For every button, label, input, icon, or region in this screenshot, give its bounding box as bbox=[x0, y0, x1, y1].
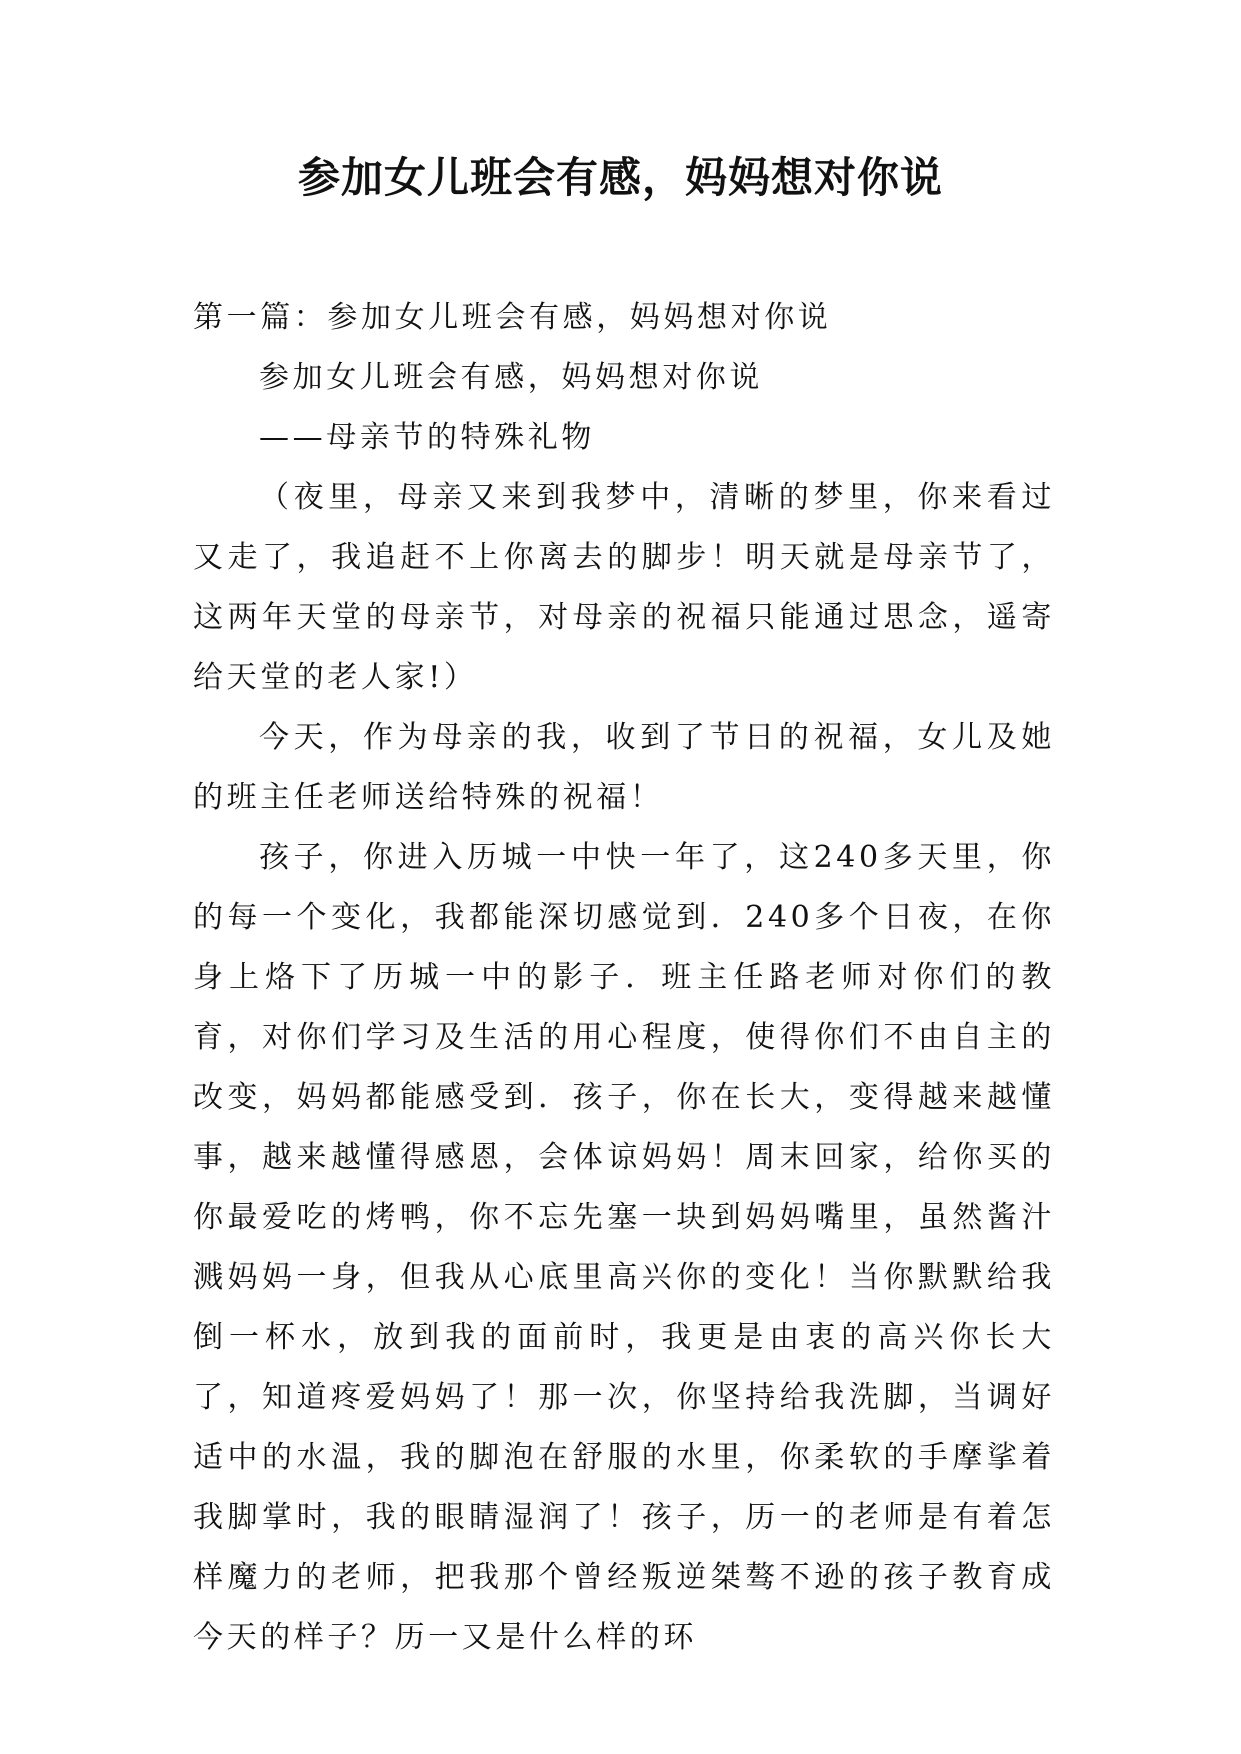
paragraph: （夜里，母亲又来到我梦中，清晰的梦里，你来看过又走了，我追赶不上你离去的脚步！明天就是母亲节了，这两年天堂的母亲节，对母亲的祝福只能通过思念，遥寄给天堂的老人家!） bbox=[193, 480, 1055, 695]
document-title: 参加女儿班会有感，妈妈想对你说 bbox=[297, 153, 943, 202]
document-body bbox=[193, 288, 1055, 1668]
article-title: 参加女儿班会有感，妈妈想对你说 bbox=[259, 360, 763, 395]
paragraph: 孩子，你进入历城一中快一年了，这240多天里，你的每一个变化，我都能深切感觉到．240多个日夜，在你身上烙下了历城一中的影子．班主任路老师对你们的教育，对你们学习及生活的用心程度，使得你们不由自主的改变，妈妈都能感受到．孩子，你在长大，变得越来越懂事，越来越懂得感恩，会体谅妈妈！周末回家，给你买的你最爱吃的烤鸭，你不忘先塞一块到妈妈嘴里，虽然酱汁溅妈妈一身，但我从心底里高兴你的变化！当你默默给我倒一杯水，放到我的面前时，我更是由衷的高兴你长大了，知道疼爱妈妈了！那一次，你坚持给我洗脚，当调好适中的水温，我的脚泡在舒服的水里，你柔软的手摩挲着我脚掌时，我的眼睛湿润了！孩子，历一的老师是有着怎样魔力的老师，把我那个曾经叛逆桀骜不逊的孩子教育成今天的样子？历一又是什么样的环 bbox=[193, 840, 1055, 1655]
paragraph: 今天，作为母亲的我，收到了节日的祝福，女儿及她的班主任老师送给特殊的祝福！ bbox=[193, 720, 1055, 815]
article-subtitle: ——母亲节的特殊礼物 bbox=[259, 420, 595, 455]
chapter-heading: 第一篇：参加女儿班会有感，妈妈想对你说 bbox=[193, 300, 832, 335]
